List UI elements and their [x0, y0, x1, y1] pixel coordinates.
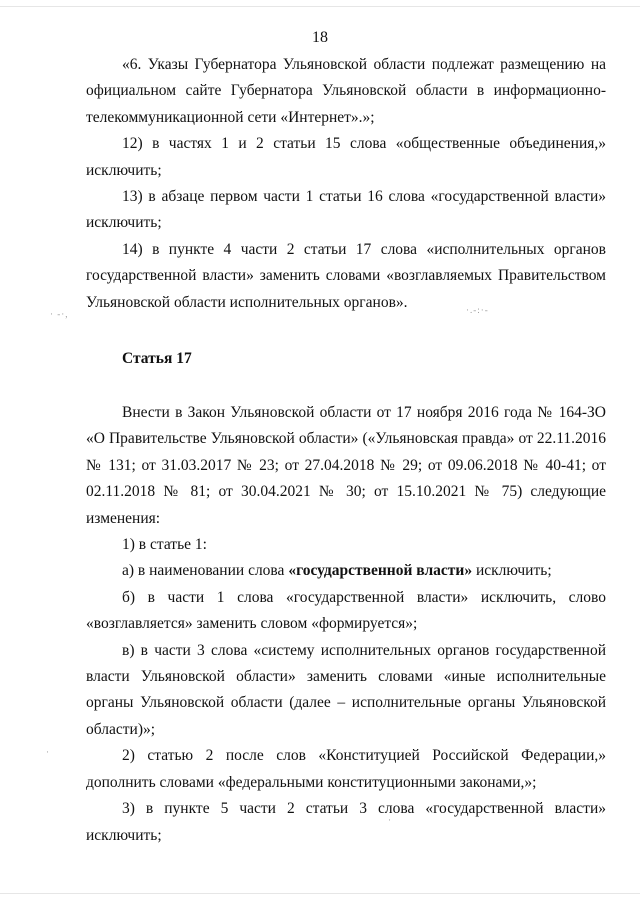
paragraph-item-12: 12) в частях 1 и 2 статьи 15 слова «общественные объединения,» исключить;	[86, 135, 606, 179]
item-b: б) в части 1 слова «государственной власти» исключить, слово «возглавляется» заменить словом «формируется»;	[86, 588, 606, 633]
scan-artifact: · -·,	[50, 309, 69, 319]
bottom-scan-edge	[0, 893, 640, 894]
scan-artifact: ·.-:·-	[466, 305, 489, 315]
top-scan-edge	[0, 6, 640, 7]
item-3: 3) в пункте 5 части 2 статьи 3 слова «государственной власти» исключить;	[86, 800, 606, 844]
article-heading: Статья 17	[122, 350, 192, 367]
paragraph-item-13: 13) в абзаце первом части 1 статьи 16 слова «государственной власти» исключить;	[86, 188, 606, 232]
item-a-bold: «государственной власти»	[288, 562, 473, 580]
article-intro: Внести в Закон Ульяновской области от 17 ноября 2016 года № 164-ЗО «О Правительстве Ульяновской области» («Ульяновская правда» от 22.11.2016 № 131; от 31.03.2017 № 23; от 27.04.2018 № 29; от 09.06.2018 № 40-41; от 02.11.2018 № 81; от 30.04.2021 № 30; от 15.10.2021 № 75) следующие изменения:	[86, 404, 606, 527]
item-1: 1) в статье 1:	[122, 536, 207, 554]
item-2: 2) статью 2 после слов «Конституцией Российской Федерации,» дополнить словами «федеральными конституционными законами,»;	[86, 747, 606, 791]
item-a	[86, 558, 606, 584]
scan-artifact: ·	[388, 815, 392, 825]
item-a-suffix: исключить;	[472, 562, 552, 580]
item-v: в) в части 3 слова «систему исполнительных органов государственной власти Ульяновской области» заменить словами «иные исполнительные органы Ульяновской области (далее – исполнительные органы Ульяновской области)»;	[86, 641, 606, 738]
amendments-continued	[86, 52, 606, 316]
item-a-prefix: а) в наименовании слова	[122, 562, 289, 580]
page-number: 18	[312, 29, 328, 46]
article-body	[86, 400, 606, 849]
paragraph-item-14: 14) в пункте 4 части 2 статьи 17 слова «исполнительных органов государственной власти» заменить словами «возглавляемых Правительством Ульяновской области исполнительных органов».	[86, 240, 606, 311]
paragraph-decree-publication: «6. Указы Губернатора Ульяновской области подлежат размещению на официальном сайте Губернатора Ульяновской области в информационно-телекоммуникационной сети «Интернет».»;	[86, 56, 606, 126]
scan-artifact: ·	[46, 747, 50, 757]
